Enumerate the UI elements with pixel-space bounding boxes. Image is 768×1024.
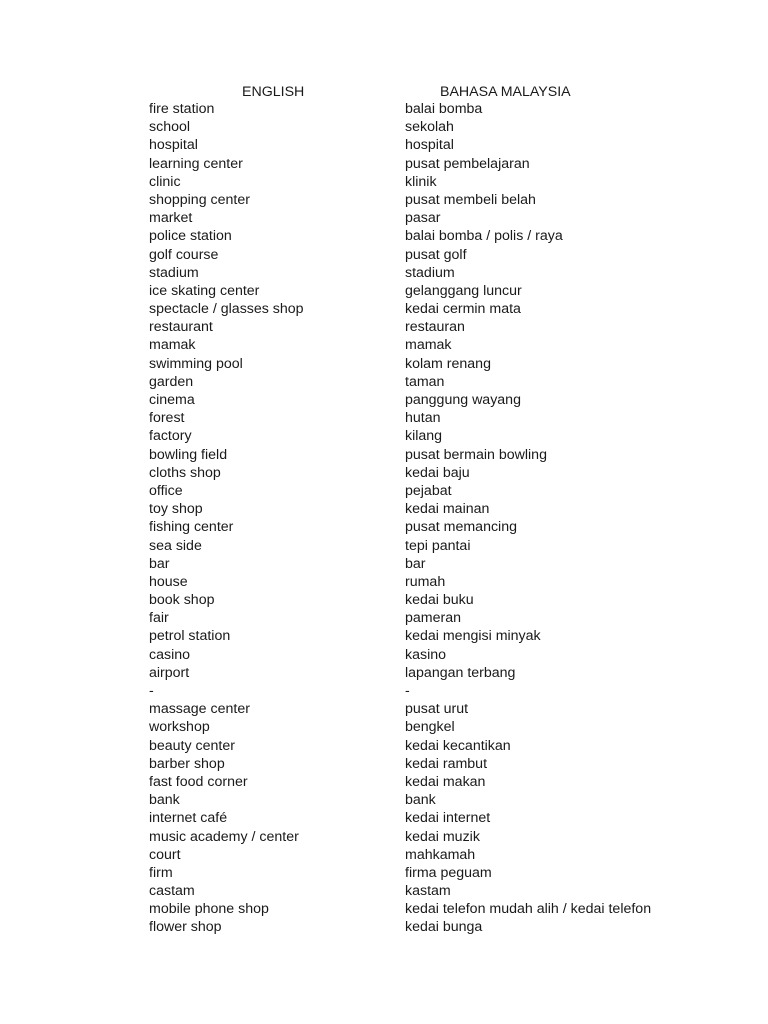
english-term: fair [149, 610, 169, 627]
table-row [0, 173, 768, 191]
malay-term: kedai bunga [405, 919, 483, 936]
malay-term: sekolah [405, 119, 454, 136]
english-term: swimming pool [149, 355, 243, 372]
malay-term: balai bomba / polis / raya [405, 228, 563, 245]
english-term: forest [149, 410, 185, 427]
malay-term: mamak [405, 337, 452, 354]
english-term: hospital [149, 137, 198, 154]
malay-term: kedai internet [405, 810, 491, 827]
table-row [0, 864, 768, 882]
malay-term: firma peguam [405, 864, 492, 881]
table-row [0, 318, 768, 336]
english-term: - [149, 683, 154, 699]
english-term: garden [149, 373, 194, 390]
english-term: shopping center [149, 191, 250, 208]
table-row [0, 391, 768, 409]
table-row [0, 882, 768, 900]
table-row [0, 627, 768, 645]
english-term: bowling field [149, 446, 228, 463]
vocabulary-table [0, 100, 768, 937]
malay-term: klinik [405, 173, 437, 190]
english-term: barber shop [149, 755, 225, 772]
english-term: petrol station [149, 628, 231, 645]
malay-term: kolam renang [405, 355, 491, 372]
table-row [0, 427, 768, 445]
table-row [0, 828, 768, 846]
malay-term: pasar [405, 210, 441, 227]
malay-term: balai bomba [405, 101, 483, 117]
malay-term: mahkamah [405, 846, 476, 863]
malay-term: taman [405, 373, 445, 390]
malay-term: pejabat [405, 482, 452, 499]
table-row [0, 209, 768, 227]
table-header [0, 82, 768, 102]
malay-term: bengkel [405, 719, 455, 736]
malay-term: pusat memancing [405, 519, 517, 536]
malay-term: stadium [405, 264, 455, 281]
malay-term: kedai mainan [405, 501, 490, 518]
malay-term: kedai telefon mudah alih / kedai telefon [405, 901, 652, 918]
table-row [0, 500, 768, 518]
table-row [0, 809, 768, 827]
table-row [0, 518, 768, 536]
malay-term: rumah [405, 573, 446, 590]
malay-term: - [405, 683, 410, 699]
table-row [0, 900, 768, 918]
english-term: stadium [149, 264, 199, 281]
malay-term: kedai makan [405, 773, 486, 790]
table-row [0, 682, 768, 700]
malay-term: kedai muzik [405, 828, 480, 845]
malay-term: bank [405, 792, 436, 809]
malay-term: gelanggang luncur [405, 282, 522, 299]
english-term: school [149, 119, 191, 136]
english-term: cinema [149, 392, 195, 408]
english-term: restaurant [149, 319, 213, 336]
table-row [0, 791, 768, 809]
english-term: airport [149, 664, 190, 681]
english-term: golf course [149, 246, 219, 263]
malay-term: kilang [405, 428, 443, 445]
english-term: bank [149, 792, 180, 809]
english-term: fire station [149, 101, 215, 117]
table-row [0, 482, 768, 500]
malay-term: pameran [405, 610, 461, 627]
table-row [0, 246, 768, 264]
malay-term: pusat golf [405, 246, 467, 263]
english-term: fast food corner [149, 773, 248, 790]
malay-term: kedai mengisi minyak [405, 628, 541, 645]
table-row [0, 300, 768, 318]
malay-term: kasino [405, 646, 447, 663]
english-term: mamak [149, 337, 196, 354]
malay-term: pusat membeli belah [405, 191, 536, 208]
table-row [0, 409, 768, 427]
english-term: mobile phone shop [149, 901, 269, 918]
table-row [0, 537, 768, 555]
table-row [0, 555, 768, 573]
malay-term: kedai rambut [405, 755, 488, 772]
malay-term: pusat bermain bowling [405, 446, 547, 463]
malay-term: hospital [405, 137, 454, 154]
table-row [0, 664, 768, 682]
english-term: office [149, 482, 183, 499]
malay-term: panggung wayang [405, 392, 521, 408]
malay-term: kastam [405, 883, 451, 900]
table-row [0, 609, 768, 627]
english-term: castam [149, 883, 195, 900]
malay-term: restauran [405, 319, 465, 336]
english-term: learning center [149, 155, 243, 172]
table-row [0, 846, 768, 864]
table-row [0, 446, 768, 464]
english-term: sea side [149, 537, 202, 554]
malay-term: kedai baju [405, 464, 470, 481]
malay-term: bar [405, 555, 426, 572]
table-row [0, 227, 768, 245]
malay-term: kedai kecantikan [405, 737, 511, 754]
table-row [0, 264, 768, 282]
table-row [0, 336, 768, 354]
english-term: massage center [149, 701, 250, 718]
table-row [0, 282, 768, 300]
table-row [0, 718, 768, 736]
english-term: cloths shop [149, 464, 221, 481]
malay-term: kedai cermin mata [405, 301, 521, 318]
table-row [0, 573, 768, 591]
english-term: ice skating center [149, 282, 260, 299]
english-term: clinic [149, 173, 181, 190]
malay-term: tepi pantai [405, 537, 471, 554]
table-row [0, 700, 768, 718]
english-term: spectacle / glasses shop [149, 301, 304, 318]
english-term: police station [149, 228, 232, 245]
english-term: book shop [149, 592, 215, 609]
english-term: music academy / center [149, 828, 299, 845]
english-term: market [149, 210, 193, 227]
english-term: workshop [149, 719, 210, 736]
english-term: beauty center [149, 737, 235, 754]
malay-term: hutan [405, 410, 441, 427]
english-term: toy shop [149, 501, 203, 518]
english-term: factory [149, 428, 192, 445]
table-row [0, 591, 768, 609]
table-row [0, 755, 768, 773]
table-row [0, 737, 768, 755]
table-row [0, 155, 768, 173]
table-row [0, 355, 768, 373]
english-term: bar [149, 555, 170, 572]
table-row [0, 191, 768, 209]
table-row [0, 773, 768, 791]
header-malay: BAHASA MALAYSIA [440, 84, 571, 100]
table-row [0, 646, 768, 664]
english-term: casino [149, 646, 191, 663]
english-term: court [149, 846, 181, 863]
english-term: internet café [149, 810, 228, 827]
english-term: fishing center [149, 519, 234, 536]
english-term: house [149, 573, 188, 590]
header-english: ENGLISH [242, 84, 305, 100]
table-row [0, 118, 768, 136]
english-term: flower shop [149, 919, 222, 936]
malay-term: kedai buku [405, 592, 474, 609]
malay-term: lapangan terbang [405, 664, 516, 681]
table-row [0, 100, 768, 118]
malay-term: pusat urut [405, 701, 469, 718]
table-row [0, 373, 768, 391]
malay-term: pusat pembelajaran [405, 155, 530, 172]
table-row [0, 918, 768, 936]
table-row [0, 464, 768, 482]
english-term: firm [149, 864, 173, 881]
table-row [0, 136, 768, 154]
